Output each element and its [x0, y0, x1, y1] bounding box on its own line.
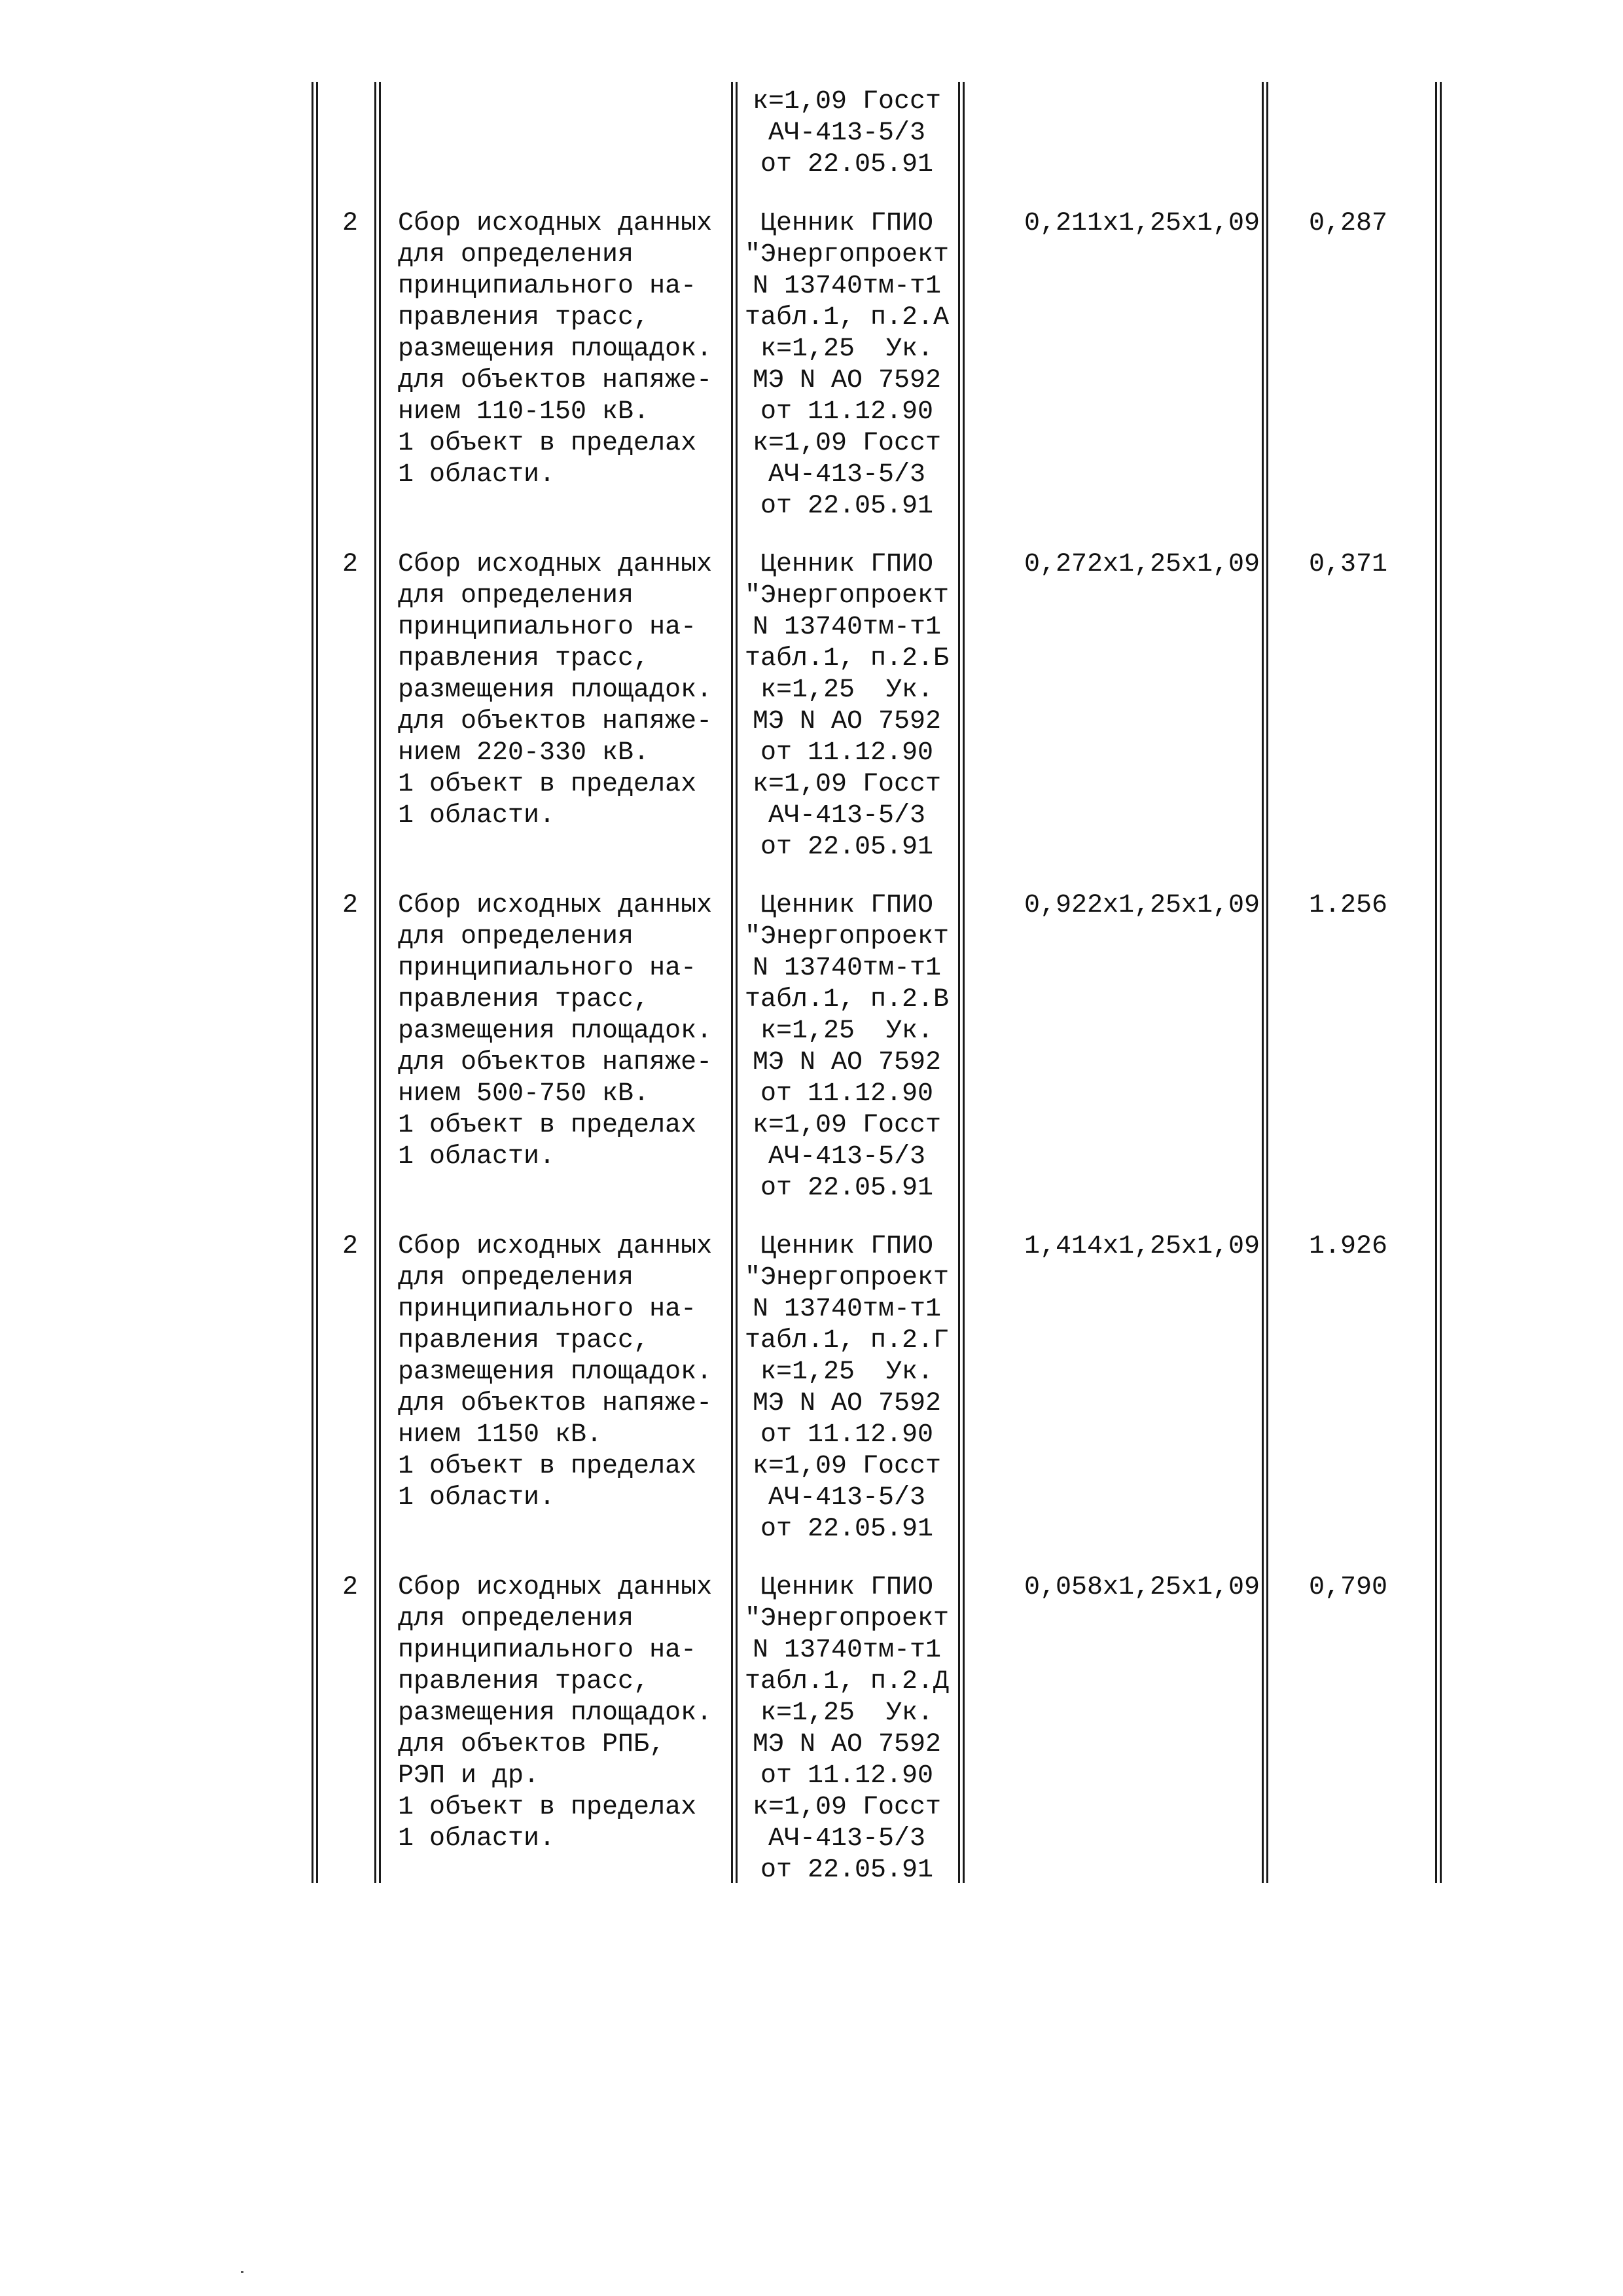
description-line: 1 объект в пределах [398, 1793, 697, 1822]
source-line: "Энергопроект [744, 240, 950, 270]
description-line: Сбор исходных данных [398, 209, 713, 238]
source-line: к=1,25 Ук. [760, 1698, 934, 1728]
source-line: МЭ N АО 7592 [752, 1048, 942, 1077]
source-line: к=1,25 Ук. [760, 1016, 934, 1046]
description-line: для определения [398, 581, 634, 611]
source-line: табл.1, п.2.Г [744, 1326, 950, 1355]
description-line: 1 объект в пределах [398, 1452, 697, 1481]
description-line: РЭП и др. [398, 1761, 540, 1791]
description-line: Сбор исходных данных [398, 550, 713, 579]
source-line: от 11.12.90 [760, 1761, 934, 1791]
cost-formula: 0,272х1,25х1,09 [1024, 550, 1260, 579]
description-line: Сбор исходных данных [398, 891, 713, 920]
cost-result: 1.926 [1308, 1232, 1388, 1261]
cost-result: 0,790 [1308, 1573, 1388, 1602]
source-line: N 13740тм-т1 [752, 613, 942, 642]
scan-speck [241, 2271, 243, 2273]
source-line: МЭ N АО 7592 [752, 366, 942, 395]
source-line: табл.1, п.2.В [744, 985, 950, 1014]
source-line: "Энергопроект [744, 581, 950, 611]
source-line: АЧ-413-5/3 [768, 460, 926, 490]
row-number: 2 [342, 1232, 358, 1261]
source-line: к=1,09 Госст [752, 770, 942, 799]
description-line: принципиального на- [398, 1295, 697, 1324]
description-line: размещения площадок. [398, 1016, 713, 1046]
column-divider-4 [1262, 82, 1264, 1883]
source-line: к=1,09 Госст [752, 429, 942, 458]
description-line: для определения [398, 240, 634, 270]
description-line: для определения [398, 1263, 634, 1293]
description-line: правления трасс, [398, 303, 650, 332]
source-line: МЭ N АО 7592 [752, 707, 942, 736]
source-line: АЧ-413-5/3 [768, 801, 926, 831]
description-line: правления трасс, [398, 1667, 650, 1696]
description-line: принципиального на- [398, 1636, 697, 1665]
source-line: от 11.12.90 [760, 1079, 934, 1109]
description-line: для объектов напяже- [398, 366, 713, 395]
source-line: АЧ-413-5/3 [768, 1142, 926, 1172]
source-line: к=1,09 Госст [752, 1452, 942, 1481]
source-line: к=1,25 Ук. [760, 334, 934, 364]
table-border-left-inner [316, 82, 318, 1883]
description-line: Сбор исходных данных [398, 1573, 713, 1602]
source-line: N 13740тм-т1 [752, 1636, 942, 1665]
description-line: для объектов напяже- [398, 1389, 713, 1418]
description-line: 1 области. [398, 801, 556, 831]
source-line: МЭ N АО 7592 [752, 1389, 942, 1418]
row-number: 2 [342, 891, 358, 920]
cost-result: 0,287 [1308, 209, 1388, 238]
description-line: для объектов напяже- [398, 1048, 713, 1077]
source-line: от 22.05.91 [760, 833, 934, 862]
source-line: АЧ-413-5/3 [768, 1824, 926, 1854]
table-border-right-inner [1440, 82, 1442, 1883]
column-divider-3-inner [963, 82, 965, 1883]
description-line: принципиального на- [398, 954, 697, 983]
source-line: к=1,25 Ук. [760, 675, 934, 705]
source-line: "Энергопроект [744, 1604, 950, 1634]
description-line: 1 объект в пределах [398, 770, 697, 799]
column-divider-1 [374, 82, 376, 1883]
table-border-right [1435, 82, 1437, 1883]
source-line: табл.1, п.2.Б [744, 644, 950, 673]
row-number: 2 [342, 1573, 358, 1602]
source-line: от 22.05.91 [760, 150, 934, 179]
description-line: для определения [398, 922, 634, 952]
description-line: 1 области. [398, 1824, 556, 1854]
description-line: 1 области. [398, 1483, 556, 1513]
description-line: Сбор исходных данных [398, 1232, 713, 1261]
source-line: от 11.12.90 [760, 397, 934, 427]
column-divider-1-inner [379, 82, 381, 1883]
description-line: правления трасс, [398, 1326, 650, 1355]
source-line: к=1,09 Госст [752, 1111, 942, 1140]
source-line: N 13740тм-т1 [752, 954, 942, 983]
source-line: Ценник ГПИО [760, 550, 934, 579]
source-line: к=1,09 Госст [752, 87, 942, 117]
source-line: Ценник ГПИО [760, 209, 934, 238]
description-line: нием 110-150 кВ. [398, 397, 650, 427]
source-line: от 22.05.91 [760, 492, 934, 521]
description-line: для объектов напяже- [398, 707, 713, 736]
description-line: размещения площадок. [398, 334, 713, 364]
table-border-left [312, 82, 313, 1883]
source-line: Ценник ГПИО [760, 1232, 934, 1261]
description-line: правления трасс, [398, 644, 650, 673]
row-number: 2 [342, 550, 358, 579]
description-line: принципиального на- [398, 272, 697, 301]
source-line: от 22.05.91 [760, 1856, 934, 1885]
description-line: 1 объект в пределах [398, 1111, 697, 1140]
source-line: Ценник ГПИО [760, 1573, 934, 1602]
description-line: 1 объект в пределах [398, 429, 697, 458]
source-line: к=1,09 Госст [752, 1793, 942, 1822]
cost-formula: 0,058х1,25х1,09 [1024, 1573, 1260, 1602]
cost-result: 0,371 [1308, 550, 1388, 579]
source-line: N 13740тм-т1 [752, 272, 942, 301]
source-line: АЧ-413-5/3 [768, 118, 926, 148]
cost-formula: 0,211х1,25х1,09 [1024, 209, 1260, 238]
description-line: нием 500-750 кВ. [398, 1079, 650, 1109]
source-line: "Энергопроект [744, 922, 950, 952]
column-divider-3 [958, 82, 960, 1883]
source-line: от 22.05.91 [760, 1174, 934, 1203]
source-line: Ценник ГПИО [760, 891, 934, 920]
description-line: правления трасс, [398, 985, 650, 1014]
source-line: табл.1, п.2.А [744, 303, 950, 332]
source-line: от 11.12.90 [760, 738, 934, 768]
source-line: от 22.05.91 [760, 1515, 934, 1544]
description-line: для объектов РПБ, [398, 1730, 666, 1759]
description-line: нием 1150 кВ. [398, 1420, 603, 1450]
description-line: размещения площадок. [398, 1357, 713, 1387]
cost-result: 1.256 [1308, 891, 1388, 920]
cost-formula: 1,414х1,25х1,09 [1024, 1232, 1260, 1261]
description-line: размещения площадок. [398, 675, 713, 705]
column-divider-2 [731, 82, 733, 1883]
cost-formula: 0,922х1,25х1,09 [1024, 891, 1260, 920]
description-line: принципиального на- [398, 613, 697, 642]
source-line: N 13740тм-т1 [752, 1295, 942, 1324]
source-line: к=1,25 Ук. [760, 1357, 934, 1387]
description-line: 1 области. [398, 460, 556, 490]
description-line: 1 области. [398, 1142, 556, 1172]
source-line: МЭ N АО 7592 [752, 1730, 942, 1759]
source-line: "Энергопроект [744, 1263, 950, 1293]
description-line: нием 220-330 кВ. [398, 738, 650, 768]
source-line: табл.1, п.2.Д [744, 1667, 950, 1696]
row-number: 2 [342, 209, 358, 238]
source-line: от 11.12.90 [760, 1420, 934, 1450]
description-line: размещения площадок. [398, 1698, 713, 1728]
column-divider-4-inner [1266, 82, 1268, 1883]
description-line: для определения [398, 1604, 634, 1634]
source-line: АЧ-413-5/3 [768, 1483, 926, 1513]
